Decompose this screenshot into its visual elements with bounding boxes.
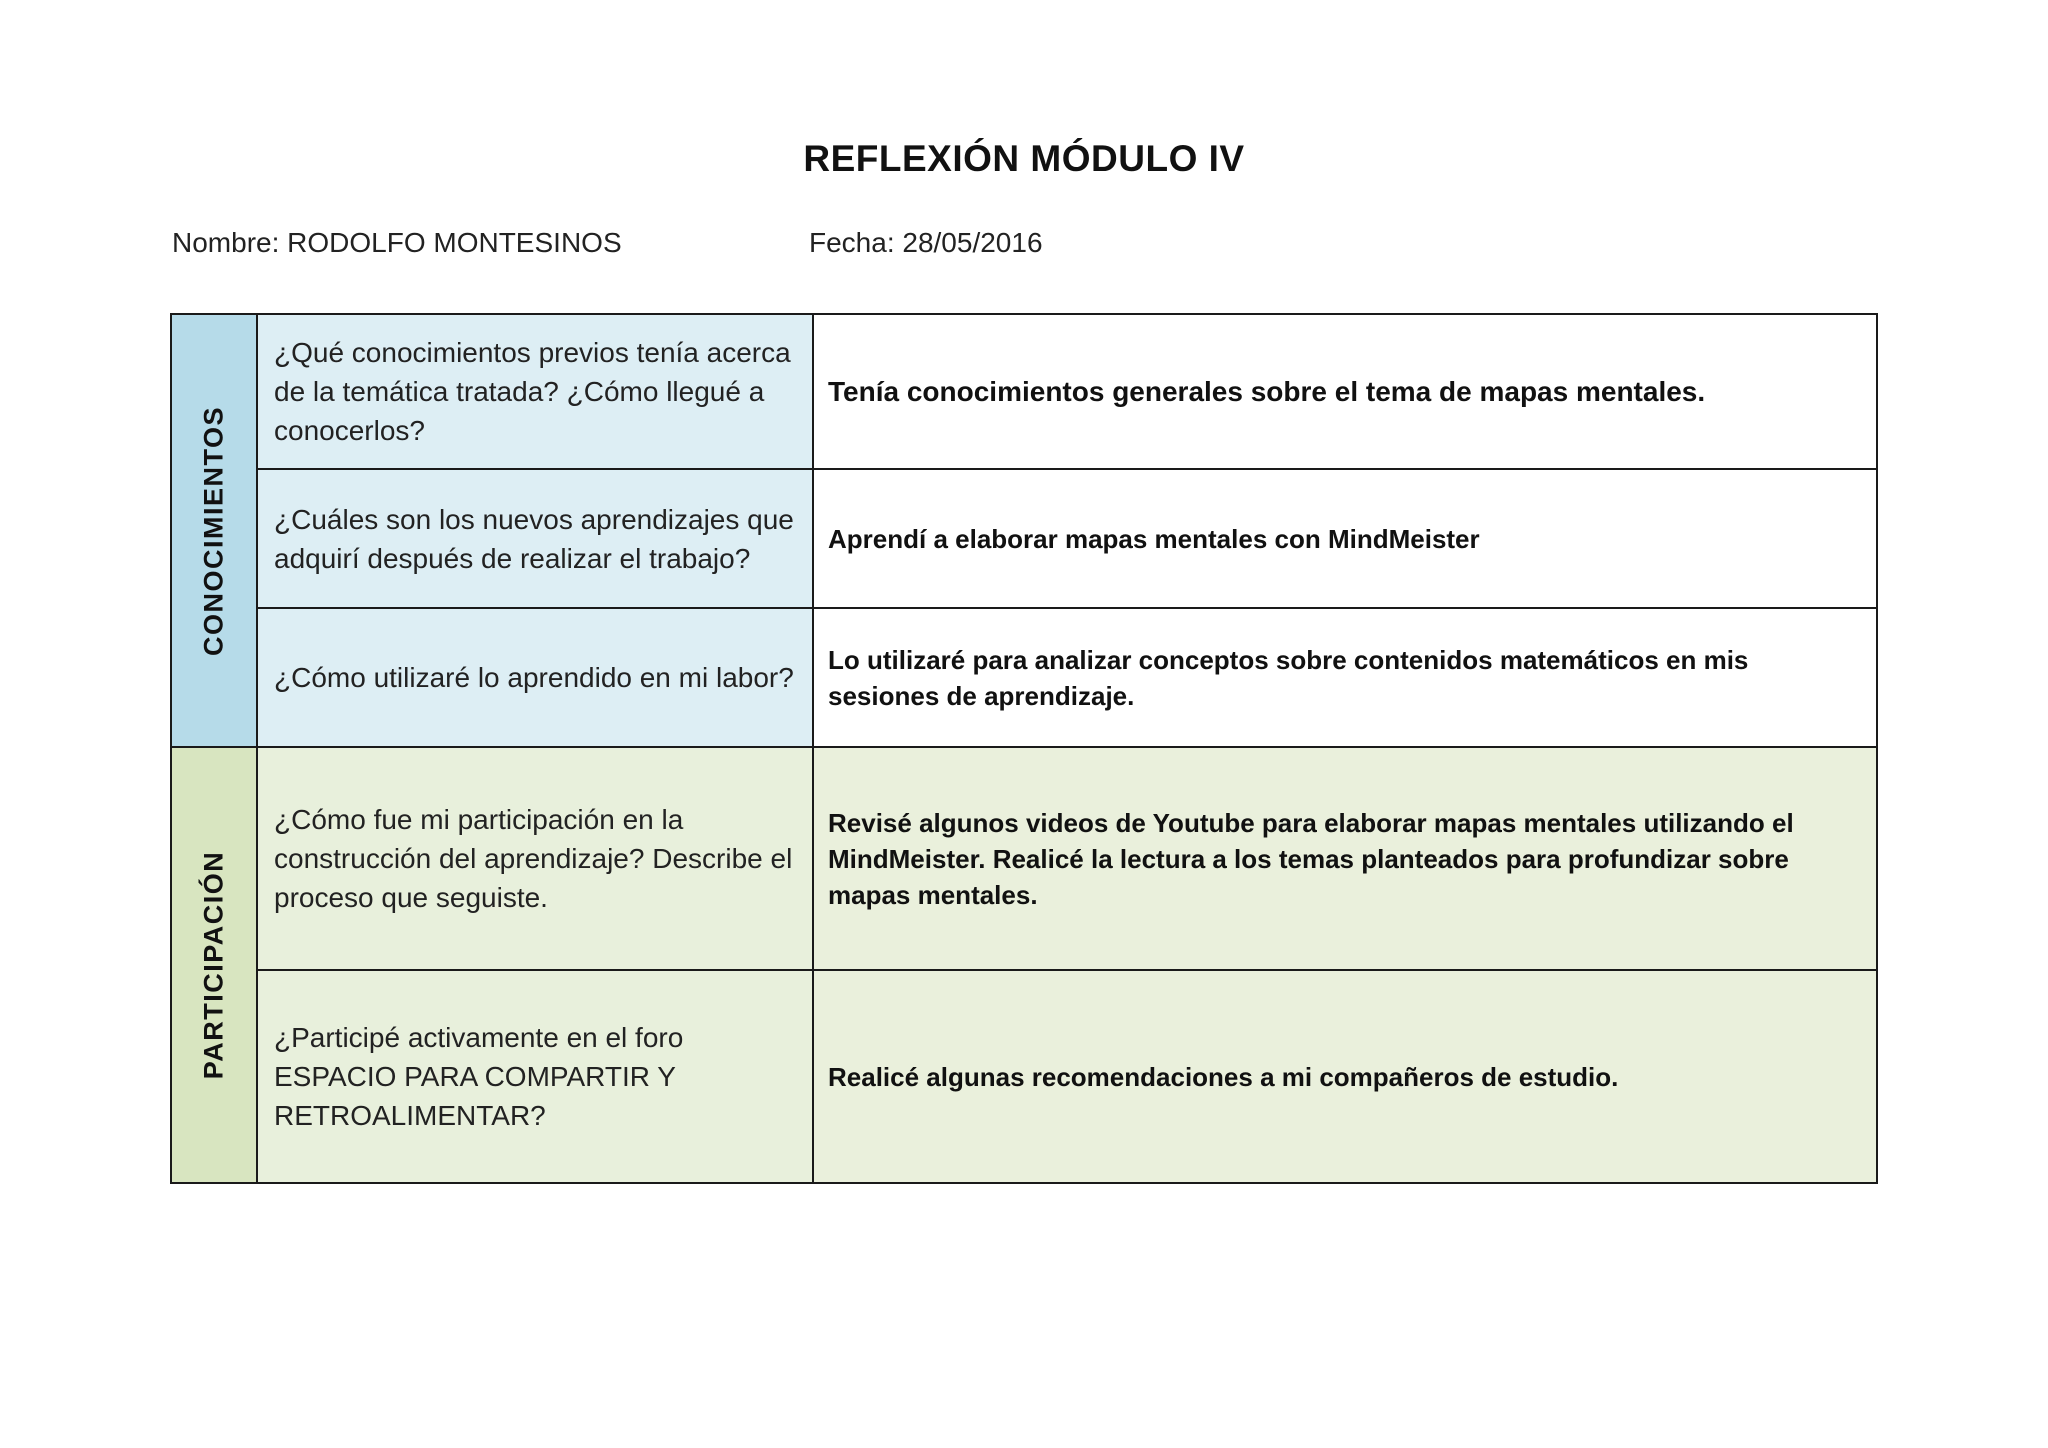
- question-text: ¿Participé activamente en el foro ESPACIO PARA COMPARTIR Y RETROALIMENTAR?: [274, 1022, 684, 1131]
- answer-cell: [813, 970, 1877, 1183]
- answer-cell: [813, 747, 1877, 970]
- section-participation: [171, 747, 257, 1183]
- answer-cell: [813, 608, 1877, 747]
- answer-text: Revisé algunos videos de Youtube para elaborar mapas mentales utilizando el MindMeister. Realicé la lectura a los temas planteados para profundizar sobre mapas mentales.: [828, 807, 1794, 910]
- answer-text: Aprendí a elaborar mapas mentales con MindMeister: [828, 523, 1480, 554]
- answer-cell: [813, 314, 1877, 469]
- report-date: Fecha: 28/05/2016: [809, 227, 1043, 258]
- student-name: Nombre: RODOLFO MONTESINOS: [172, 227, 622, 258]
- section-label-participation: PARTICIPACIÓN: [198, 850, 229, 1080]
- question-text: ¿Cómo fue mi participación en la construcción del aprendizaje? Describe el proceso que seguiste.: [274, 804, 793, 913]
- question-cell: [257, 608, 813, 747]
- table-row: [171, 970, 1877, 1183]
- table-row: [171, 608, 1877, 747]
- question-cell: [257, 469, 813, 608]
- section-label-knowledge: CONOCIMIENTOS: [198, 405, 229, 656]
- question-cell: [257, 747, 813, 970]
- question-text: ¿Cómo utilizaré lo aprendido en mi labor?: [274, 662, 794, 693]
- answer-text: Tenía conocimientos generales sobre el tema de mapas mentales.: [828, 375, 1706, 407]
- question-cell: [257, 314, 813, 469]
- answer-text: Lo utilizaré para analizar conceptos sobre contenidos matemáticos en mis sesiones de aprendizaje.: [828, 644, 1749, 711]
- question-cell: [257, 970, 813, 1183]
- table-row: [171, 747, 1877, 970]
- table-row: [171, 469, 1877, 608]
- page-title: REFLEXIÓN MÓDULO IV: [803, 138, 1245, 179]
- answer-cell: [813, 469, 1877, 608]
- table-row: [171, 314, 1877, 469]
- question-text: ¿Cuáles son los nuevos aprendizajes que adquirí después de realizar el trabajo?: [274, 503, 794, 574]
- section-knowledge: [171, 314, 257, 747]
- reflection-table: [170, 313, 1878, 1184]
- question-text: ¿Qué conocimientos previos tenía acerca de la temática tratada? ¿Cómo llegué a conocerlos?: [274, 337, 791, 446]
- answer-text: Realicé algunas recomendaciones a mi compañeros de estudio.: [828, 1061, 1619, 1092]
